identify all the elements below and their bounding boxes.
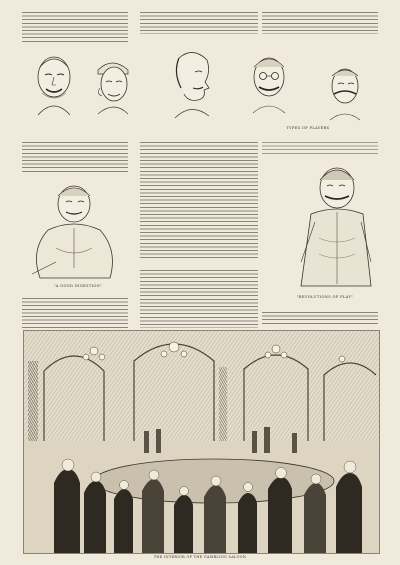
article-column-mid-right bbox=[262, 142, 378, 154]
portrait-spectacled-man bbox=[245, 45, 293, 117]
good-digestion-caption: "A GOOD DIGESTION" bbox=[53, 284, 103, 288]
types-of-players-caption: TYPES OF PLAYERS bbox=[286, 126, 330, 130]
revolutions-of-play-caption: "REVOLUTIONS OF PLAY" bbox=[296, 295, 354, 299]
article-column-top-right bbox=[262, 12, 378, 34]
article-column-lower-right bbox=[262, 312, 378, 326]
portrait-capped-man bbox=[90, 48, 136, 120]
portrait-bald-man bbox=[28, 45, 80, 120]
portrait-profile-man bbox=[165, 42, 215, 122]
portrait-mustached-man bbox=[322, 58, 368, 124]
article-column-top-center bbox=[140, 12, 258, 34]
article-column-top-left bbox=[22, 12, 128, 42]
portrait-standing-man bbox=[275, 158, 380, 293]
article-column-mid-left bbox=[22, 142, 128, 174]
article-column-mid-center bbox=[140, 142, 258, 260]
gambling-saloon-engraving bbox=[23, 330, 380, 554]
gambling-saloon-caption: THE INTERIOR OF THE GAMBLING SALOON bbox=[153, 555, 247, 559]
article-column-lower-left bbox=[22, 298, 128, 328]
portrait-seated-stout-man bbox=[26, 178, 128, 290]
article-column-lower-center bbox=[140, 270, 258, 328]
